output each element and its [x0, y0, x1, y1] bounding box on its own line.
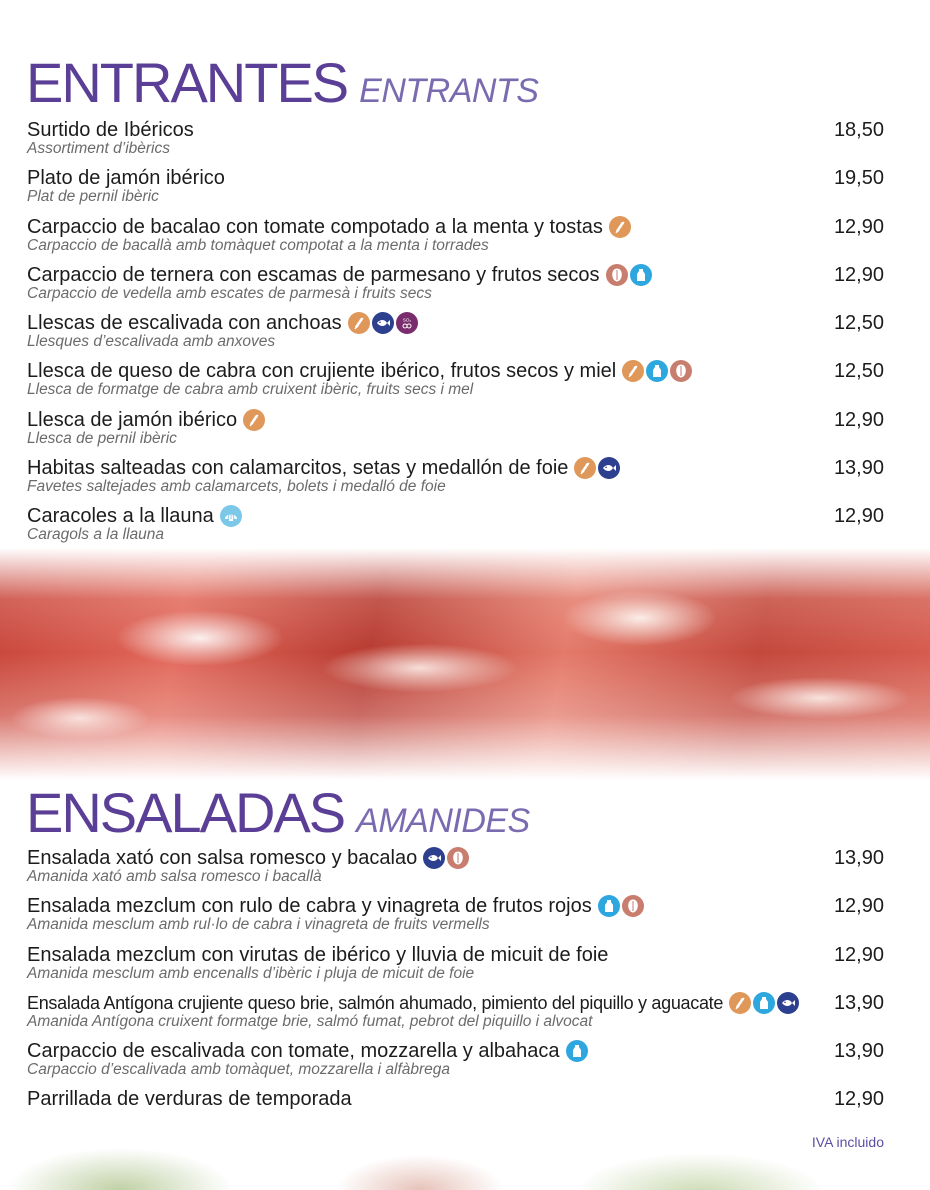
- section-title-ensaladas: [26, 780, 530, 845]
- menu-item-translation: Llesca de formatge de cabra amb cruixent ibèric, fruits secs i mel: [27, 381, 474, 399]
- menu-item: [27, 1039, 884, 1087]
- menu-item-price: 12,90: [833, 943, 884, 966]
- fish-icon: [598, 457, 620, 479]
- menu-item-name: [27, 311, 418, 335]
- nut-icon: [447, 847, 469, 869]
- milk-icon: [566, 1040, 588, 1062]
- menu-item-name-text: Llesca de queso de cabra con crujiente ibérico, frutos secos y miel: [27, 360, 617, 383]
- menu-item-price: 12,90: [833, 1088, 884, 1111]
- menu-item-translation: Carpaccio de vedella amb escates de parmesà i fruits secs: [27, 284, 432, 302]
- shell-icon: [220, 505, 242, 527]
- menu-item-price: 18,50: [833, 119, 884, 141]
- ham-photo: [0, 548, 930, 780]
- menu-item-name: [27, 263, 652, 287]
- menu-item-translation: Amanida mesclum amb rul·lo de cabra i vinagreta de fruits vermells: [27, 916, 490, 934]
- menu-item-price: 12,50: [833, 312, 884, 334]
- allergen-icons: [423, 847, 469, 869]
- allergen-icons: [243, 409, 265, 431]
- menu-item-price: 12,90: [833, 505, 884, 527]
- allergen-icons: [606, 264, 652, 286]
- fish-icon: [423, 847, 445, 869]
- ensaladas-list: [27, 846, 884, 1136]
- menu-item: [27, 991, 884, 1039]
- wheat-icon: [729, 992, 751, 1014]
- menu-item-price: 13,90: [833, 847, 884, 869]
- menu-item-name: [27, 846, 469, 870]
- menu-item-name: [27, 991, 799, 1015]
- sulphite-icon: [396, 312, 418, 334]
- milk-icon: [646, 360, 668, 382]
- menu-item-translation: Amanida mesclum amb encenalls d’ibèric i pluja de micuit de foie: [27, 964, 475, 982]
- menu-item-name: [27, 408, 265, 432]
- allergen-icons: [574, 457, 620, 479]
- menu-item: [27, 166, 884, 214]
- iva-note: IVA incluido: [811, 1134, 884, 1150]
- svg-text:SO₂: SO₂: [402, 317, 411, 323]
- menu-item-name-text: Ensalada xató con salsa romesco y bacalao: [27, 847, 418, 869]
- entrantes-list: [27, 118, 884, 552]
- nut-icon: [606, 264, 628, 286]
- menu-item-name-text: Surtido de Ibéricos: [27, 119, 194, 141]
- menu-item: [27, 359, 884, 407]
- menu-item-name: [27, 943, 608, 967]
- menu-item: [27, 311, 884, 359]
- menu-item: [27, 846, 884, 894]
- menu-item-name-text: Parrillada de verduras de temporada: [27, 1088, 352, 1111]
- menu-item: [27, 215, 884, 263]
- milk-icon: [598, 895, 620, 917]
- menu-item-translation: Carpaccio d’escalivada amb tomàquet, mozzarella i alfàbrega: [27, 1061, 451, 1078]
- menu-item-name-text: Ensalada mezclum con virutas de ibérico y lluvia de micuit de foie: [27, 943, 609, 966]
- menu-item: [27, 943, 884, 991]
- menu-item-price: 12,90: [833, 263, 884, 286]
- menu-item-translation: Caragols a la llauna: [27, 526, 165, 543]
- wheat-icon: [348, 312, 370, 334]
- section-title-main: ENSALADAS: [26, 781, 345, 844]
- milk-icon: [630, 264, 652, 286]
- section-title-alt: ENTRANTS: [359, 72, 539, 110]
- menu-item-name: [27, 456, 620, 480]
- menu-item-name-text: Llesca de jamón ibérico: [27, 408, 238, 431]
- wheat-icon: [243, 409, 265, 431]
- allergen-icons: [729, 992, 799, 1014]
- allergen-icons: [348, 312, 418, 334]
- menu-item-name: [27, 1087, 352, 1111]
- menu-item-name-text: Carpaccio de bacalao con tomate compotado a la menta y tostas: [27, 215, 603, 238]
- menu-item-name-text: Caracoles a la llauna: [27, 505, 214, 527]
- menu-item-name-text: Habitas salteadas con calamarcitos, setas y medallón de foie: [27, 456, 569, 479]
- menu-item-name: [27, 166, 225, 190]
- menu-item-name: [27, 894, 644, 918]
- wheat-icon: [622, 360, 644, 382]
- menu-item: [27, 263, 884, 311]
- menu-item-name-text: Ensalada mezclum con rulo de cabra y vinagreta de frutos rojos: [27, 895, 592, 918]
- allergen-icons: [622, 360, 692, 382]
- menu-item-price: 12,90: [833, 215, 884, 238]
- menu-item-price: 13,90: [833, 1040, 884, 1062]
- menu-item-translation: Plat de pernil ibèric: [27, 188, 159, 206]
- section-title-entrantes: [26, 50, 538, 115]
- menu-item-name: [27, 504, 242, 528]
- menu-item: [27, 504, 884, 552]
- menu-item-name-text: Plato de jamón ibérico: [27, 167, 225, 190]
- menu-item-name: [27, 118, 194, 142]
- fish-icon: [777, 992, 799, 1014]
- nut-icon: [670, 360, 692, 382]
- milk-icon: [753, 992, 775, 1014]
- menu-item-price: 13,90: [833, 991, 884, 1014]
- menu-item-translation: Favetes saltejades amb calamarcets, bolets i medalló de foie: [27, 477, 446, 495]
- menu-item-translation: Amanida xató amb salsa romesco i bacallà: [27, 868, 322, 885]
- allergen-icons: [220, 505, 242, 527]
- nut-icon: [622, 895, 644, 917]
- menu-item-translation: Llesques d’escalivada amb anxoves: [27, 333, 276, 350]
- menu-item-price: 12,90: [833, 895, 884, 918]
- menu-item-translation: Carpaccio de bacallà amb tomàquet compotat a la menta i torrades: [27, 236, 489, 254]
- menu-item-name-text: Ensalada Antígona crujiente queso brie, salmón ahumado, pimiento del piquillo y aguacate: [27, 992, 724, 1013]
- menu-item: [27, 118, 884, 166]
- menu-item-translation: Llesca de pernil ibèric: [27, 429, 177, 447]
- menu-item-translation: Amanida Antígona cruixent formatge brie, salmó fumat, pebrot del piquillo i alvocat: [27, 1012, 593, 1030]
- menu-item: [27, 456, 884, 504]
- menu-item-name-text: Llescas de escalivada con anchoas: [27, 312, 342, 334]
- menu-item-translation: Assortiment d’ibèrics: [27, 140, 170, 157]
- wheat-icon: [609, 216, 631, 238]
- menu-item-price: 12,90: [833, 408, 884, 431]
- menu-item-price: 12,50: [833, 360, 884, 383]
- salad-photo: [0, 1110, 930, 1190]
- menu-item-price: 19,50: [833, 167, 884, 190]
- allergen-icons: [566, 1040, 588, 1062]
- section-title-main: ENTRANTES: [26, 51, 348, 114]
- wheat-icon: [574, 457, 596, 479]
- menu-item-name: [27, 359, 692, 383]
- menu-item-name: [27, 1039, 588, 1063]
- menu-item-name: [27, 215, 631, 239]
- menu-item: [27, 894, 884, 942]
- allergen-icons: [609, 216, 631, 238]
- menu-item-name-text: Carpaccio de ternera con escamas de parmesano y frutos secos: [27, 263, 600, 286]
- menu-item: [27, 408, 884, 456]
- fish-icon: [372, 312, 394, 334]
- menu-item-name-text: Carpaccio de escalivada con tomate, mozzarella y albahaca: [27, 1040, 560, 1062]
- menu-item-price: 13,90: [833, 456, 884, 479]
- section-title-alt: AMANIDES: [356, 802, 530, 840]
- allergen-icons: [598, 895, 644, 917]
